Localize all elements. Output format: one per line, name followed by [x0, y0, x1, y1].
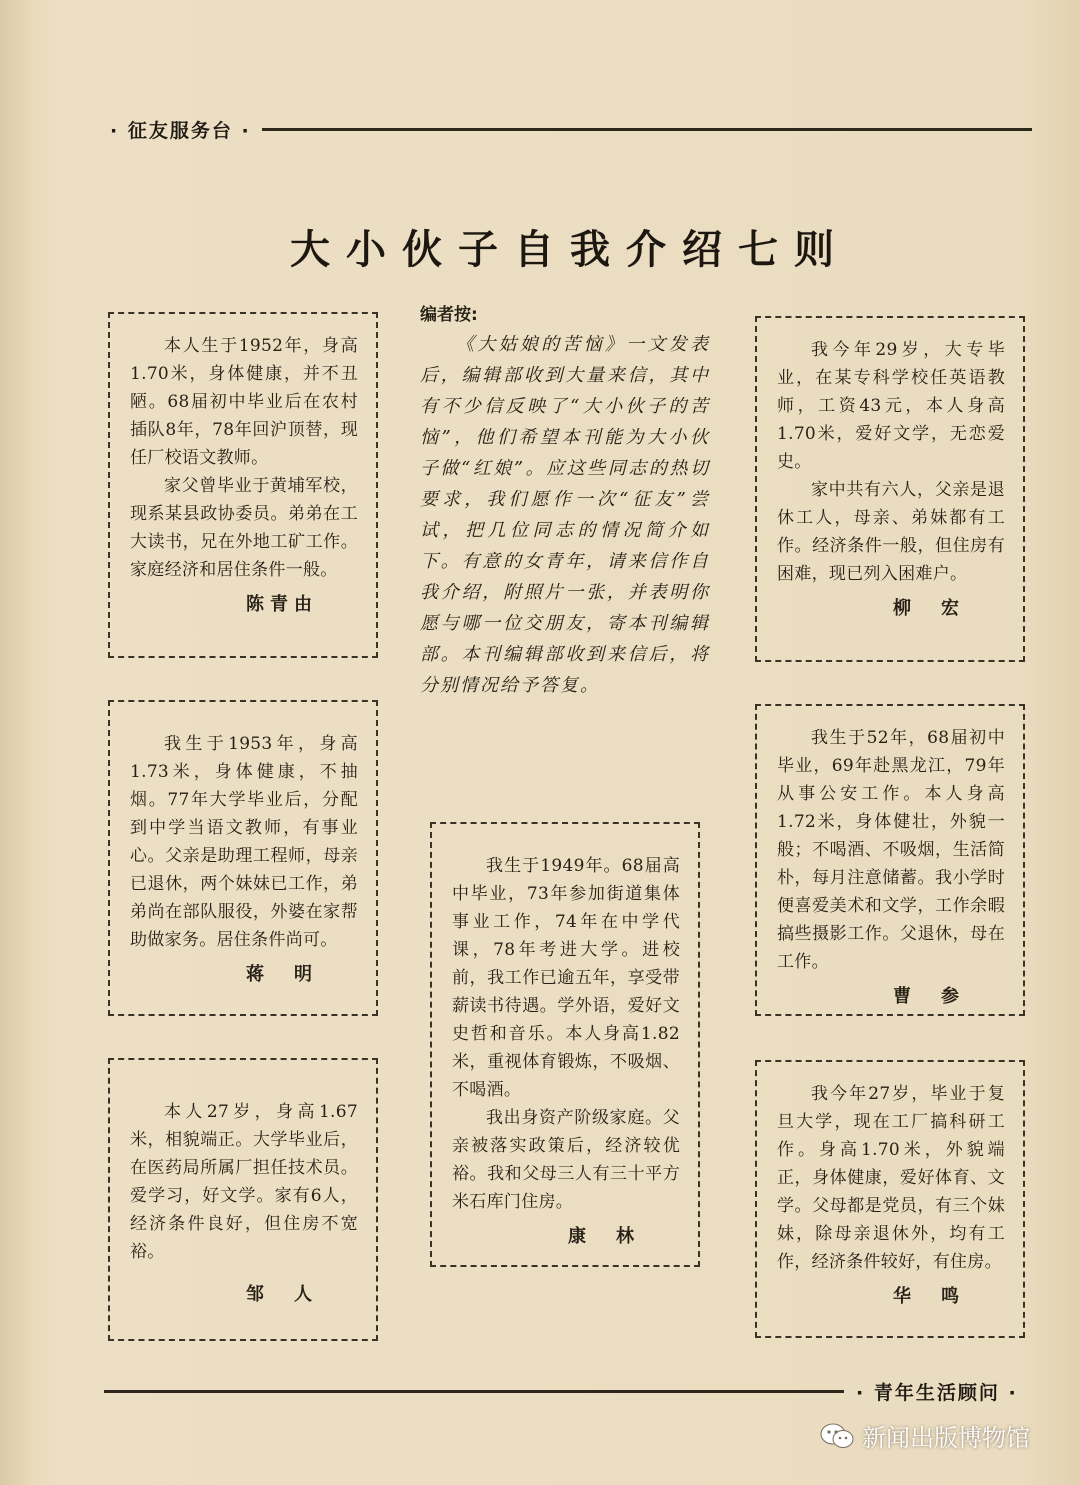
footer-rule [104, 1390, 844, 1393]
entry-box-jiang [108, 700, 378, 1016]
watermark-text: 新闻出版博物馆 [862, 1424, 1030, 1452]
entry-signature: 陈青由 [246, 594, 318, 615]
entry-box-kang [430, 822, 700, 1267]
entry-paragraph: 我生于1953年，身高1.73米，身体健康，不抽烟。77年大学毕业后，分配到中学当语文教师，有事业心。父亲是助理工程师，母亲已退休，两个妹妹已工作，弟弟尚在部队服役，外婆在家帮助做家务。居住条件尚可。 [130, 734, 358, 950]
header-rule [262, 128, 1032, 131]
entry-paragraph: 我生于52年，68届初中毕业，69年赴黑龙江，79年从事公安工作。本人身高1.72米，身体健壮，外貌一般；不喝酒、不吸烟，生活简朴，每月注意储蓄。我小学时便喜爱美术和文学，工作余暇搞些摄影工作。父退休，母在工作。 [777, 728, 1005, 972]
entry-box-hua [755, 1060, 1025, 1338]
entry-paragraph: 本人27岁，身高1.67米，相貌端正。大学毕业后，在医药局所属厂担任技术员。爱学习，好文学。家有6人，经济条件良好，但住房不宽裕。 [130, 1102, 358, 1262]
entry-signature: 康 林 [568, 1226, 640, 1247]
entry-paragraph: 我今年27岁，毕业于复旦大学，现在工厂搞科研工作。身高1.70米，外貌端正，身体健康，爱好体育、文学。父母都是党员，有三个妹妹，除母亲退休外，均有工作，经济条件较好，有住房。 [777, 1084, 1005, 1272]
entry-signature: 柳 宏 [893, 598, 965, 619]
entry-paragraph: 我今年29岁，大专毕业，在某专科学校任英语教师，工资43元，本人身高1.70米，爱好文学，无恋爱史。 [777, 340, 1005, 472]
entry-signature: 曹 参 [893, 986, 965, 1007]
entry-paragraph: 家中共有六人，父亲是退休工人，母亲、弟妹都有工作。经济条件一般，但住房有困难，现已列入困难户。 [777, 480, 1005, 584]
entry-paragraph: 家父曾毕业于黄埔军校，现系某县政协委员。弟弟在工大读书，兄在外地工矿工作。家庭经济和居住条件一般。 [130, 476, 358, 580]
entry-box-chen [108, 312, 378, 658]
entry-signature: 邹 人 [246, 1284, 318, 1305]
entry-paragraph: 我生于1949年。68届高中毕业，73年参加街道集体事业工作，74年在中学代课，78年考进大学。进校前，我工作已逾五年，享受带薪读书待遇。学外语，爱好文史哲和音乐。本人身高1.82米，重视体育锻炼，不吸烟、不喝酒。 [452, 856, 680, 1100]
entry-signature: 蒋 明 [246, 964, 318, 985]
editor-note-label: 编者按: [420, 305, 478, 325]
editor-note [420, 300, 710, 701]
section-footer-label: · 青年生活顾问 · [856, 1382, 1018, 1404]
entry-signature: 华 鸣 [893, 1286, 965, 1307]
editor-note-text: 《大姑娘的苦恼》一文发表后，编辑部收到大量来信，其中有不少信反映了“大小伙子的苦恼”，他们希望本刊能为大小伙子做“红娘”。应这些同志的热切要求，我们愿作一次“征友”尝试，把几位同志的情况简介如下。有意的女青年，请来信作自我介绍，附照片一张，并表明你愿与哪一位交朋友，寄本刊编辑部。本刊编辑部收到来信后，将分别情况给予答复。 [420, 334, 710, 696]
page-title: 大小伙子自我介绍七则 [290, 227, 850, 273]
entry-paragraph: 我出身资产阶级家庭。父亲被落实政策后，经济较优裕。我和父母三人有三十平方米石库门住房。 [452, 1108, 680, 1212]
wechat-icon [820, 1423, 854, 1449]
entry-paragraph: 本人生于1952年，身高1.70米，身体健康，并不丑陋。68届初中毕业后在农村插队8年，78年回沪顶替，现任厂校语文教师。 [130, 336, 358, 468]
watermark [820, 1418, 1030, 1453]
section-header-label: · 征友服务台 · [110, 120, 251, 142]
entry-box-zou [108, 1058, 378, 1341]
entry-box-cao [755, 704, 1025, 1016]
entry-box-liu [755, 316, 1025, 662]
